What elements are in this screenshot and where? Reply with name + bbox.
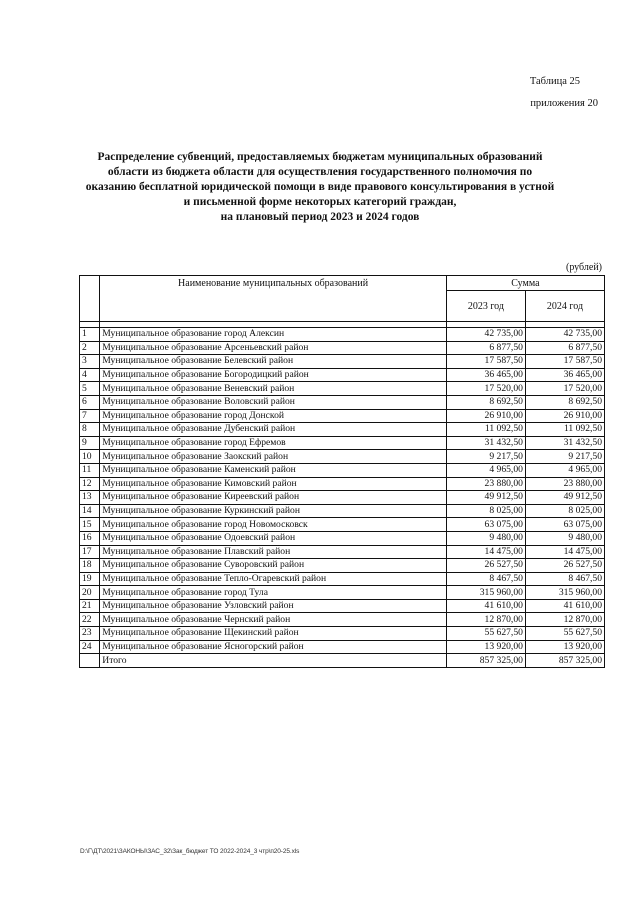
cell-municipality: Муниципальное образование Щекинский район: [100, 627, 447, 641]
total-label: Итого: [100, 654, 447, 668]
cell-number: 4: [80, 368, 100, 382]
cell-municipality: Муниципальное образование город Ефремов: [100, 436, 447, 450]
table-row: [80, 477, 605, 491]
cell-number: 12: [80, 477, 100, 491]
cell-2024: 8 467,50: [525, 572, 604, 586]
cell-number: 13: [80, 491, 100, 505]
cell-municipality: Муниципальное образование Богородицкий район: [100, 368, 447, 382]
cell-number: 14: [80, 504, 100, 518]
cell-2024: 63 075,00: [525, 518, 604, 532]
cell-2023: 8 692,50: [446, 395, 525, 409]
title-line: на плановый период 2023 и 2024 годов: [220, 211, 420, 223]
header-sum: Сумма: [446, 276, 604, 291]
cell-2024: 12 870,00: [525, 613, 604, 627]
cell-2023: 49 912,50: [446, 491, 525, 505]
cell-2023: 8 467,50: [446, 572, 525, 586]
cell-number: 9: [80, 436, 100, 450]
total-2023: 857 325,00: [446, 654, 525, 668]
cell-municipality: Муниципальное образование Одоевский район: [100, 531, 447, 545]
cell-municipality: Муниципальное образование Каменский район: [100, 463, 447, 477]
table-row: [80, 382, 605, 396]
cell-2024: 17 520,00: [525, 382, 604, 396]
cell-2024: 13 920,00: [525, 640, 604, 654]
cell-municipality: Муниципальное образование Куркинский район: [100, 504, 447, 518]
table-number: Таблица 25: [529, 76, 580, 87]
file-path: D:\Г\ДТ\2021\ЗАКОНЫ\ЗАС_32\Зак_бюджет ТО 2022-2024_3 чтр\п20-25.xls: [80, 848, 300, 855]
title-line: области из бюджета области для осуществления государственного полномочия по: [107, 166, 533, 178]
table-row: [80, 368, 605, 382]
cell-2023: 23 880,00: [446, 477, 525, 491]
subvention-table: [79, 275, 605, 668]
table-row: [80, 395, 605, 409]
cell-number: 10: [80, 450, 100, 464]
cell-2024: 11 092,50: [525, 423, 604, 437]
cell-2024: 23 880,00: [525, 477, 604, 491]
cell-2023: 12 870,00: [446, 613, 525, 627]
cell-2023: 26 910,00: [446, 409, 525, 423]
cell-municipality: Муниципальное образование Узловский район: [100, 599, 447, 613]
table-row: [80, 491, 605, 505]
cell-number: 15: [80, 518, 100, 532]
title-line: Распределение субвенций, предоставляемых бюджетам муниципальных образований: [97, 151, 543, 163]
cell-2024: 9 217,50: [525, 450, 604, 464]
cell-number: 3: [80, 355, 100, 369]
cell-municipality: Муниципальное образование город Новомосковск: [100, 518, 447, 532]
cell-2023: 13 920,00: [446, 640, 525, 654]
cell-2024: 14 475,00: [525, 545, 604, 559]
cell-number: 1: [80, 328, 100, 342]
header-2023: 2023 год: [446, 291, 525, 322]
cell-municipality: Муниципальное образование Арсеньевский район: [100, 341, 447, 355]
cell-number: 7: [80, 409, 100, 423]
cell-number: 2: [80, 341, 100, 355]
cell-2023: 9 217,50: [446, 450, 525, 464]
cell-municipality: Муниципальное образование Веневский район: [100, 382, 447, 396]
cell-2024: 49 912,50: [525, 491, 604, 505]
cell-number: 24: [80, 640, 100, 654]
table-row: [80, 355, 605, 369]
cell-2024: 31 432,50: [525, 436, 604, 450]
cell-municipality: Муниципальное образование город Тула: [100, 586, 447, 600]
cell-2023: 41 610,00: [446, 599, 525, 613]
cell-2024: 26 910,00: [525, 409, 604, 423]
cell-2024: 6 877,50: [525, 341, 604, 355]
cell-number: 21: [80, 599, 100, 613]
cell-2023: 26 527,50: [446, 559, 525, 573]
cell-municipality: Муниципальное образование город Донской: [100, 409, 447, 423]
header-name: Наименование муниципальных образований: [100, 276, 447, 322]
cell-2023: 31 432,50: [446, 436, 525, 450]
cell-number: 6: [80, 395, 100, 409]
table-row: [80, 559, 605, 573]
table-row: [80, 504, 605, 518]
cell-2024: 36 465,00: [525, 368, 604, 382]
table-row: [80, 572, 605, 586]
cell-2024: 315 960,00: [525, 586, 604, 600]
cell-2024: 55 627,50: [525, 627, 604, 641]
cell-number: 17: [80, 545, 100, 559]
title-line: оказанию бесплатной юридической помощи в виде правового консультирования в устной: [85, 181, 555, 193]
table-row: [80, 328, 605, 342]
table-row: [80, 627, 605, 641]
cell-municipality: Муниципальное образование Чернский район: [100, 613, 447, 627]
cell-municipality: Муниципальное образование Кимовский район: [100, 477, 447, 491]
cell-2023: 315 960,00: [446, 586, 525, 600]
cell-municipality: Муниципальное образование Плавский район: [100, 545, 447, 559]
table-row: [80, 423, 605, 437]
cell-number: 19: [80, 572, 100, 586]
cell-2023: 8 025,00: [446, 504, 525, 518]
units-label: (рублей): [565, 262, 602, 273]
cell-municipality: Муниципальное образование Тепло-Огаревский район: [100, 572, 447, 586]
cell-2023: 6 877,50: [446, 341, 525, 355]
table-row: [80, 531, 605, 545]
cell-2024: 42 735,00: [525, 328, 604, 342]
cell-2023: 42 735,00: [446, 328, 525, 342]
cell-2023: 14 475,00: [446, 545, 525, 559]
cell-2024: 8 692,50: [525, 395, 604, 409]
cell-municipality: Муниципальное образование Киреевский район: [100, 491, 447, 505]
cell-number: 16: [80, 531, 100, 545]
table-row: [80, 450, 605, 464]
cell-2024: 41 610,00: [525, 599, 604, 613]
table-row: [80, 545, 605, 559]
cell-2023: 17 587,50: [446, 355, 525, 369]
table-row: [80, 436, 605, 450]
table-row: [80, 599, 605, 613]
cell-municipality: Муниципальное образование Воловский район: [100, 395, 447, 409]
cell-2023: 11 092,50: [446, 423, 525, 437]
cell-2024: 17 587,50: [525, 355, 604, 369]
cell-number: 20: [80, 586, 100, 600]
cell-2024: 26 527,50: [525, 559, 604, 573]
cell-municipality: Муниципальное образование Заокский район: [100, 450, 447, 464]
table-row: [80, 586, 605, 600]
title-line: и письменной форме некоторых категорий граждан,: [183, 196, 457, 208]
cell-2023: 4 965,00: [446, 463, 525, 477]
cell-2023: 36 465,00: [446, 368, 525, 382]
cell-municipality: Муниципальное образование Белевский район: [100, 355, 447, 369]
table-row: [80, 463, 605, 477]
cell-2024: 4 965,00: [525, 463, 604, 477]
cell-2024: 9 480,00: [525, 531, 604, 545]
cell-2023: 9 480,00: [446, 531, 525, 545]
cell-2024: 8 025,00: [525, 504, 604, 518]
cell-municipality: Муниципальное образование Дубенский район: [100, 423, 447, 437]
total-row: [80, 654, 605, 668]
cell-number: 18: [80, 559, 100, 573]
total-2024: 857 325,00: [525, 654, 604, 668]
total-number: [80, 654, 100, 668]
cell-municipality: Муниципальное образование Суворовский район: [100, 559, 447, 573]
table-row: [80, 613, 605, 627]
cell-2023: 17 520,00: [446, 382, 525, 396]
cell-number: 8: [80, 423, 100, 437]
header-number: [80, 276, 100, 322]
cell-number: 5: [80, 382, 100, 396]
cell-number: 22: [80, 613, 100, 627]
cell-municipality: Муниципальное образование Ясногорский район: [100, 640, 447, 654]
table-row: [80, 409, 605, 423]
table-row: [80, 518, 605, 532]
table-row: [80, 341, 605, 355]
cell-number: 11: [80, 463, 100, 477]
cell-2023: 55 627,50: [446, 627, 525, 641]
cell-number: 23: [80, 627, 100, 641]
header-2024: 2024 год: [525, 291, 604, 322]
cell-municipality: Муниципальное образование город Алексин: [100, 328, 447, 342]
table-row: [80, 640, 605, 654]
cell-2023: 63 075,00: [446, 518, 525, 532]
document-title: [70, 150, 570, 225]
appendix-label: приложения 20: [530, 98, 598, 109]
